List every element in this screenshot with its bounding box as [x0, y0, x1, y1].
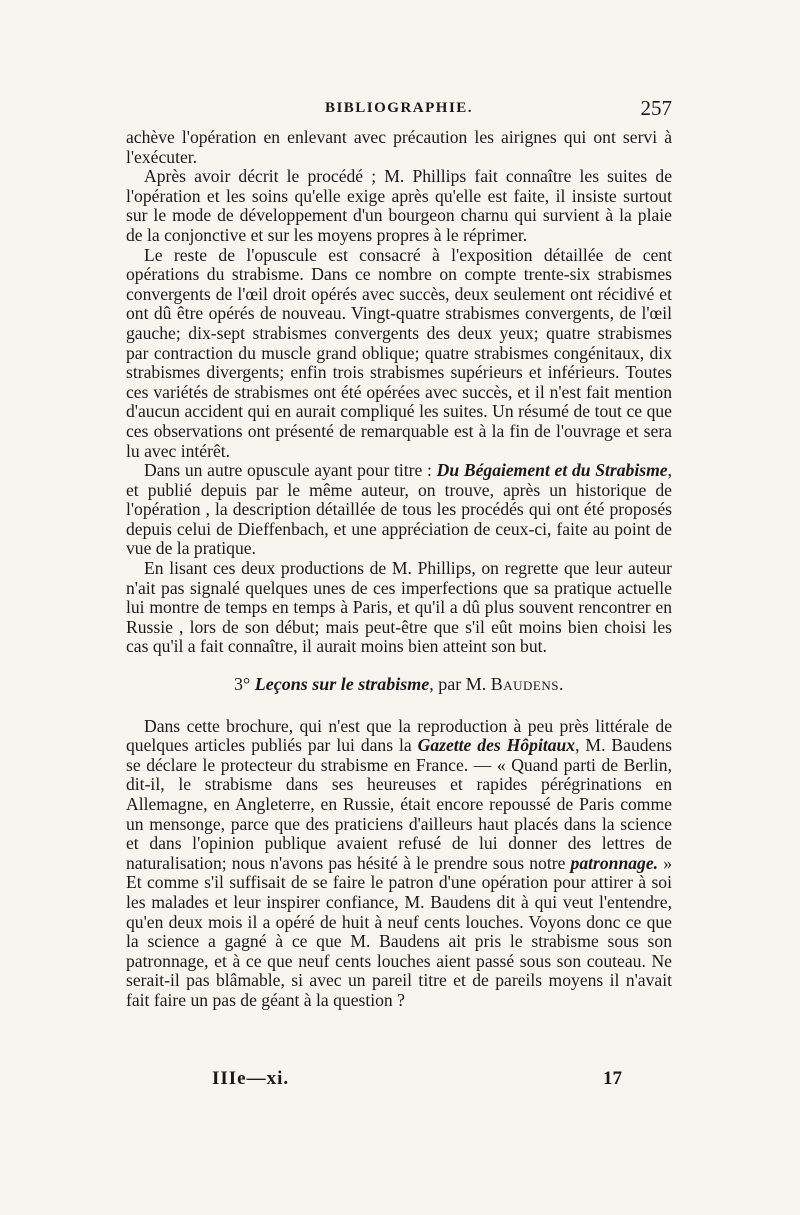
paragraph: achève l'opération en enlevant avec précaution les airignes qui ont servi à l'exécuter. — [126, 127, 672, 167]
text-run: Dans cette brochure, qui n'est que la reproduction à peu près littérale de quelques articles publiés par lui dans la — [126, 715, 672, 756]
page-header — [126, 96, 672, 124]
body-text — [126, 128, 672, 1011]
sheet-number: 17 — [603, 1068, 622, 1089]
section-title: Leçons sur le strabisme — [254, 674, 430, 695]
section-author: Baudens. — [490, 674, 564, 695]
work-title: Du Bégaiement et du Strabisme — [436, 460, 668, 481]
journal-title: Gazette des Hôpitaux — [417, 735, 576, 756]
emphasis: patronnage. — [570, 852, 659, 873]
section-heading — [126, 675, 672, 695]
text-run: » Et comme s'il suffisait de se faire le patron d'une opération pour attirer à soi les malades et leur inspirer confiance, M. Baudens dit à qui veut l'entendre, qu'en deux mois il a opéré de huit à neuf cents louches. Voyons donc ce que la science a gagné à ce que M. Baudens ait pris le strabisme sous son patronnage, et à ce que neuf cents louches aient passé sous son couteau. Ne serait-il pas blâmable, si avec un pareil titre et de pareils moyens il n'avait fait faire un pas de géant à la question ? — [126, 852, 672, 1010]
signature-mark: IIIe—xi. — [212, 1068, 290, 1089]
paragraph — [126, 717, 672, 1011]
paragraph: Le reste de l'opuscule est consacré à l'exposition détaillée de cent opérations du strabisme. Dans ce nombre on compte trente-six strabismes convergents de l'œil droit opérés avec succès, deux seulement ont récidivé et ont dû être opérés de nouveau. Vingt-quatre strabismes convergents, de l'œil gauche; dix-sept strabismes convergents des deux yeux; quatre strabismes par contraction du muscle grand oblique; quatre strabismes congénitaux, dix strabismes divergents; enfin trois strabismes supérieurs et inférieurs. Toutes ces variétés de strabismes ont été opérées avec succès, et il n'est fait mention d'aucun accident qui en aurait compliqué les suites. Un résumé de tout ce que ces observations ont présenté de remarquable est à la fin de l'ouvrage et sera lu avec intérêt. — [126, 244, 672, 461]
text-run: Dans un autre opuscule ayant pour titre : — [144, 460, 437, 481]
paragraph — [126, 461, 672, 559]
text-run: , et publié depuis par le même auteur, on trouve, après un historique de l'opération , la description détaillée de tous les procédés qui ont été proposés depuis celui de Dieffenbach, et une appréciation de ceux-ci, faite au point de vue de la pratique. — [126, 460, 672, 559]
section-number: 3° — [234, 674, 251, 695]
paragraph: En lisant ces deux productions de M. Phillips, on regrette que leur auteur n'ait pas signalé quelques unes de ces imperfections que sa pratique actuelle lui montre de temps en temps à Paris, et qu'il a dû plus souvent rencontrer en Russie , lors de son début; mais peut-être que s'il eût moins bien choisi les cas qu'il a fait connaître, il aurait moins bien atteint son but. — [126, 558, 672, 657]
page-footer — [212, 1068, 622, 1094]
paragraph: Après avoir décrit le procédé ; M. Phillips fait connaître les suites de l'opération et les soins qu'elle exige après qu'elle est faite, il insiste surtout sur le mode de développement d'un bourgeon charnu qui survient à la plaie de la conjonctive et sur les moyens propres à le réprimer. — [126, 166, 672, 245]
page-number: 257 — [640, 96, 672, 120]
section-by: , par M. — [429, 674, 487, 695]
running-head: BIBLIOGRAPHIE. — [324, 100, 474, 116]
text-run: , M. Baudens se déclare le protecteur du strabisme en France. — « Quand parti de Berlin, dit-il, le strabisme dans ses heureuses et rapides pérégrinations en Allemagne, en Angleterre, en Russie, était encore repoussé de Paris comme un mensonge, parce que des praticiens d'ailleurs haut placés dans la science et dans l'opinion publique avaient refusé de lui donner des lettres de naturalisation; nous n'avons pas hésité à le prendre sous notre — [126, 735, 672, 873]
